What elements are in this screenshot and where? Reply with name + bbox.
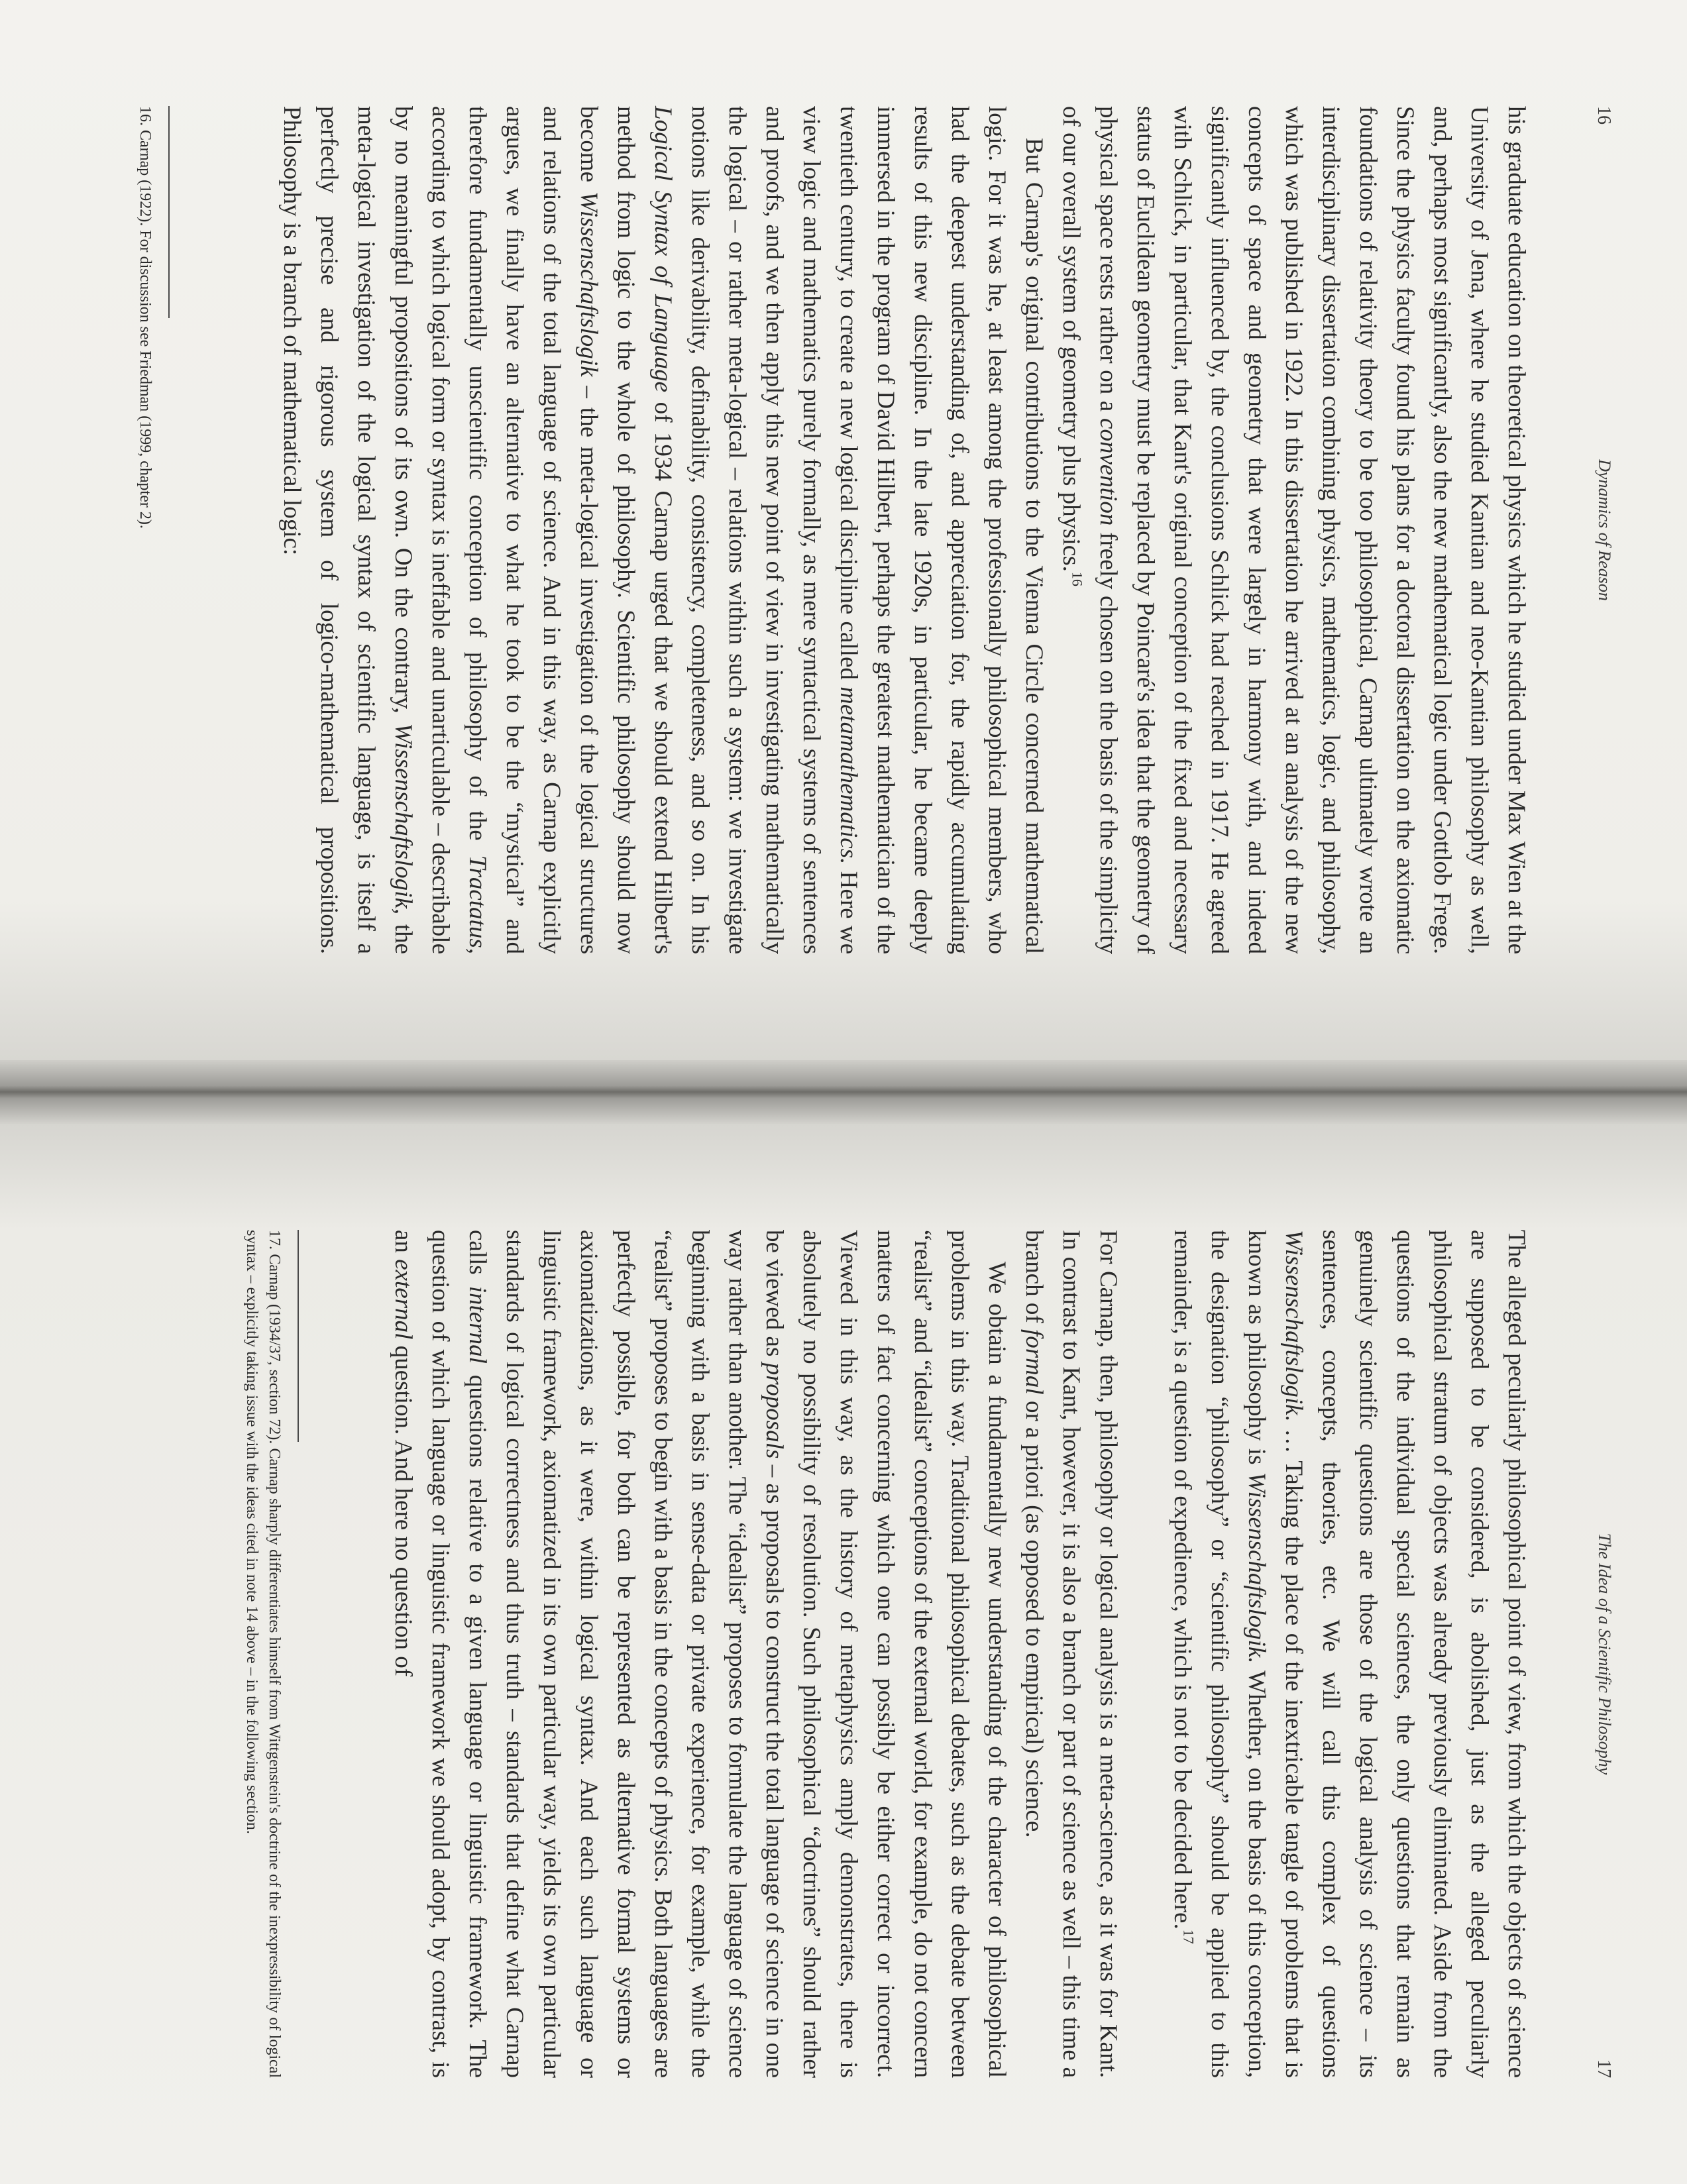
text-run: . … Taking the place of the inextricable tangle of problems that is known as philosophy is [1243,1230,1307,2078]
book-gutter [0,1060,1687,1124]
text-run: But Carnap's original contributions to the Vienna Circle concerned mathematical logic. For it was he, at least among the professionally philosophical members, who had the deepest understanding of, and appreciation for, the rapidly accumulating results of this new discipline. In the late 1920s, in particular, he became deeply immersed in the program of David Hilbert, perhaps the greatest mathematician of the twentieth century, to create a new logical discipline called [835,106,1048,954]
paragraph [273,106,1052,954]
italic-run: proposals [761,1362,788,1459]
footnote: 16. Carnap (1922). For discussion see Friedman (1999, chapter 2). [136,106,154,529]
italic-run: Wissenschaftslogik, [390,723,417,915]
italic-run: Wissenschaftslogik. [1243,1472,1270,1664]
footnote-rule [298,1230,299,1442]
italic-run: internal [464,1285,491,1364]
running-head-title: The Idea of a Scientific Philosophy [1595,1533,1614,1775]
left-page [0,0,1687,1060]
paragraph [1052,106,1535,954]
text-run: according to which logical form or syntax is ineffable and unarticulable – describable by no meaningful propositions of its own. On the contrary, [390,106,454,954]
text-run: or a priori (as opposed to empirical) science. [1020,1394,1048,1838]
right-footnotes [241,1230,299,2078]
italic-run: Wissenschaftslogik [575,191,602,377]
page-number: 16 [1594,106,1614,125]
text-run: the meta-logical investigation of the logical syntax of scientific language, is itself a perfectly precise and rigorous system of logico-mathematical propositions. Philosophy is a branch of mathematical logic: [278,106,417,954]
text-run: Here we view logic and mathematics purely formally, as mere syntactical systems of sentences and proofs, and we then apply this new point of view in investigating mathematically the logical – or rather meta-logical – relations within such a system: we investigate notions like derivability, definability, consistency, completeness, and so on. In his [686,106,862,954]
italic-run: Tractatus, [464,855,491,954]
left-running-head [1588,106,1614,954]
text-run: question. And here no question of [390,1339,417,1677]
text-run: his graduate education on theoretical physics which he studied under Max Wien at the University of Jena, where he studied Kantian and neo-Kantian philosophy as well, and, perhaps most significantly, also the new mathematical logic under Gottlob Frege. Since the physics faculty found his plans for a doctoral dissertation on the axiomatic foundations of relativity theory to be too philosophical, Carnap ultimately wrote an interdisciplinary dissertation combining physics, mathematics, logic, and philosophy, which was published in 1922. In this dissertation he arrived at an analysis of the new concepts of space and geometry that were largely in harmony with, and indeed significantly influenced by, the conclusions Schlick had reached in 1917. He agreed with Schlick, in particular, that Kant's original conception of the fixed and necessary status of Euclidean geometry must be replaced by Poincaré's idea that the geometry of physical space rests rather on a [1095,106,1530,954]
text-run: – the meta-logical investigation of the logical structures and relations of the total language of science. And in this way, as Carnap explicitly argues, we finally have an alternative to what he took to be the “mystical” and therefore fundamentally unscientific conception of philosophy of the [464,106,602,955]
footnote-ref: 17 [1180,1929,1197,1944]
text-run: We obtain a fundamentally new understanding of the character of philosophical problems in this way. Traditional philosophical debates, such as the debate between “realist” and “idealist” conceptions of the external world, for example, do not concern matters of fact concerning which one can possibly be either correct or incorrect. Viewed in this way, as the history of metaphysics amply demonstrates, there is absolutely no possibility of resolution. Such philosophical “doctrines” should rather be viewed as [761,1230,1010,2078]
italic-run: external [390,1259,417,1340]
right-body-text [384,1230,1535,2078]
italic-run: metamathematics. [835,686,862,865]
text-run: – as proposals to construct the total language of science in one way rather than another. The “idealist” proposes to formulate the language of science beginning with a basis in sense-data or private experience, for example, while the “realist” proposes to begin with a basis in the concepts of physics. Both languages are perfectly possible, for both can be represented as alternative formal systems or axiomatizations, as it were, within logical syntax. And each such language or linguistic framework, axiomatized in its own particular way, yields its own particular standards of logical correctness and thus truth – standards that define what Carnap calls [464,1230,788,2078]
footnote-ref: 16 [1069,571,1086,586]
text-run: The alleged peculiarly philosophical point of view, from which the objects of science are supposed to be considered, is abolished, just as the alleged peculiarly philosophical stratum of objects was already previously eliminated. Aside from the questions of the individual special sciences, the only questions that remain as genuinely scientific questions are those of the logical analysis of science – its sentences, concepts, theories, etc. We will call this complex of questions [1317,1230,1530,2078]
footnote: 17. Carnap (1934/37, section 72). Carnap sharply differentiates himself from Wittgenstein's doctrine of the inexpressibility of logical syntax – explicitly taking issue with the ideas cited in note 14 above – in the following section. [243,1230,283,2078]
page-number: 17 [1594,2059,1614,2078]
text-run: of 1934 Carnap urged that we should extend Hilbert's method from logic to the whole of philosophy. Scientific philosophy should now become [575,106,677,954]
left-body-text [273,106,1535,954]
text-run: questions relative to a given language or linguistic framework. The question of which language or linguistic framework we should adopt, by contrast, is an [390,1230,491,2078]
left-footnotes [134,106,170,954]
italic-run: Logical Syntax of Language [649,106,677,393]
italic-run: convention [1095,418,1122,526]
text-run: For Carnap, then, philosophy or logical analysis is a meta-science, as it was for Kant. In contrast to Kant, however, it is also a branch or part of science as well – this time a branch of [1020,1230,1122,2078]
paragraph [1015,1230,1126,2078]
italic-run: formal [1020,1329,1048,1395]
footnote-rule [168,106,170,318]
paragraph [384,1230,1015,2078]
italic-run: Wissenschaftslogik [1280,1230,1307,1415]
block-quote [1164,1230,1535,2078]
text-run: Whether, on the basis of this conception, the designation “philosophy” or “scientific philosophy” should be applied to this remainder, is a question of expedience, which is not to be decided here. [1169,1230,1270,2078]
text-run: freely chosen on the basis of the simplicity of our overall system of geometry plus physics. [1058,106,1122,954]
running-head-title: Dynamics of Reason [1595,459,1614,601]
right-running-head [1588,1230,1614,2078]
right-page [0,1124,1687,2184]
